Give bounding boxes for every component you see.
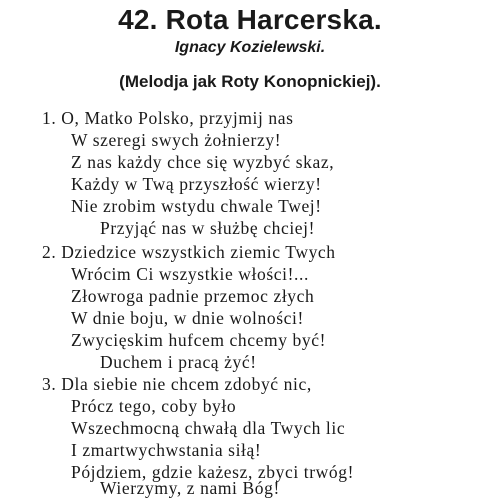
verse-line: Wszechmocną chwałą dla Twych lic xyxy=(71,418,346,438)
verse-line: Przyjąć nas w służbę chciej! xyxy=(100,218,316,238)
verse-line: Zwycięskim hufcem chcemy być! xyxy=(71,330,327,350)
verse-line: Pójdziem, gdzie każesz, zbyci trwóg! xyxy=(71,462,355,482)
song-author: Ignacy Kozielewski. xyxy=(174,39,326,56)
verse-line: Nie zrobim wstydu chwale Twej! xyxy=(71,196,322,216)
verse-line: Prócz tego, coby było xyxy=(71,396,237,416)
verse-line: Wrócim Ci wszystkie włości!... xyxy=(71,264,309,284)
verse-line: Wierzymy, z nami Bóg! xyxy=(100,478,280,498)
verse-line: I zmartwychwstania siłą! xyxy=(71,440,262,460)
verse-line: Złowroga padnie przemoc złych xyxy=(71,286,315,306)
verse-line: Z nas każdy chce się wyzbyć skaz, xyxy=(71,152,335,172)
verse-line: W szeregi swych żołnierzy! xyxy=(71,130,282,150)
melody-note: (Melodja jak Roty Konopnickiej). xyxy=(119,72,381,91)
verse-line: Każdy w Twą przyszłość wierzy! xyxy=(71,174,322,194)
verse-line: 2. Dziedzice wszystkich ziemic Twych xyxy=(42,242,336,262)
verse-line: Duchem i pracą żyć! xyxy=(100,352,257,372)
song-title: 42. Rota Harcerska. xyxy=(118,4,382,35)
verse-line: 3. Dla siebie nie chcem zdobyć nic, xyxy=(42,374,312,394)
verse-line: 1. O, Matko Polsko, przyjmij nas xyxy=(42,108,294,128)
verse-line: W dnie boju, w dnie wolności! xyxy=(71,308,304,328)
